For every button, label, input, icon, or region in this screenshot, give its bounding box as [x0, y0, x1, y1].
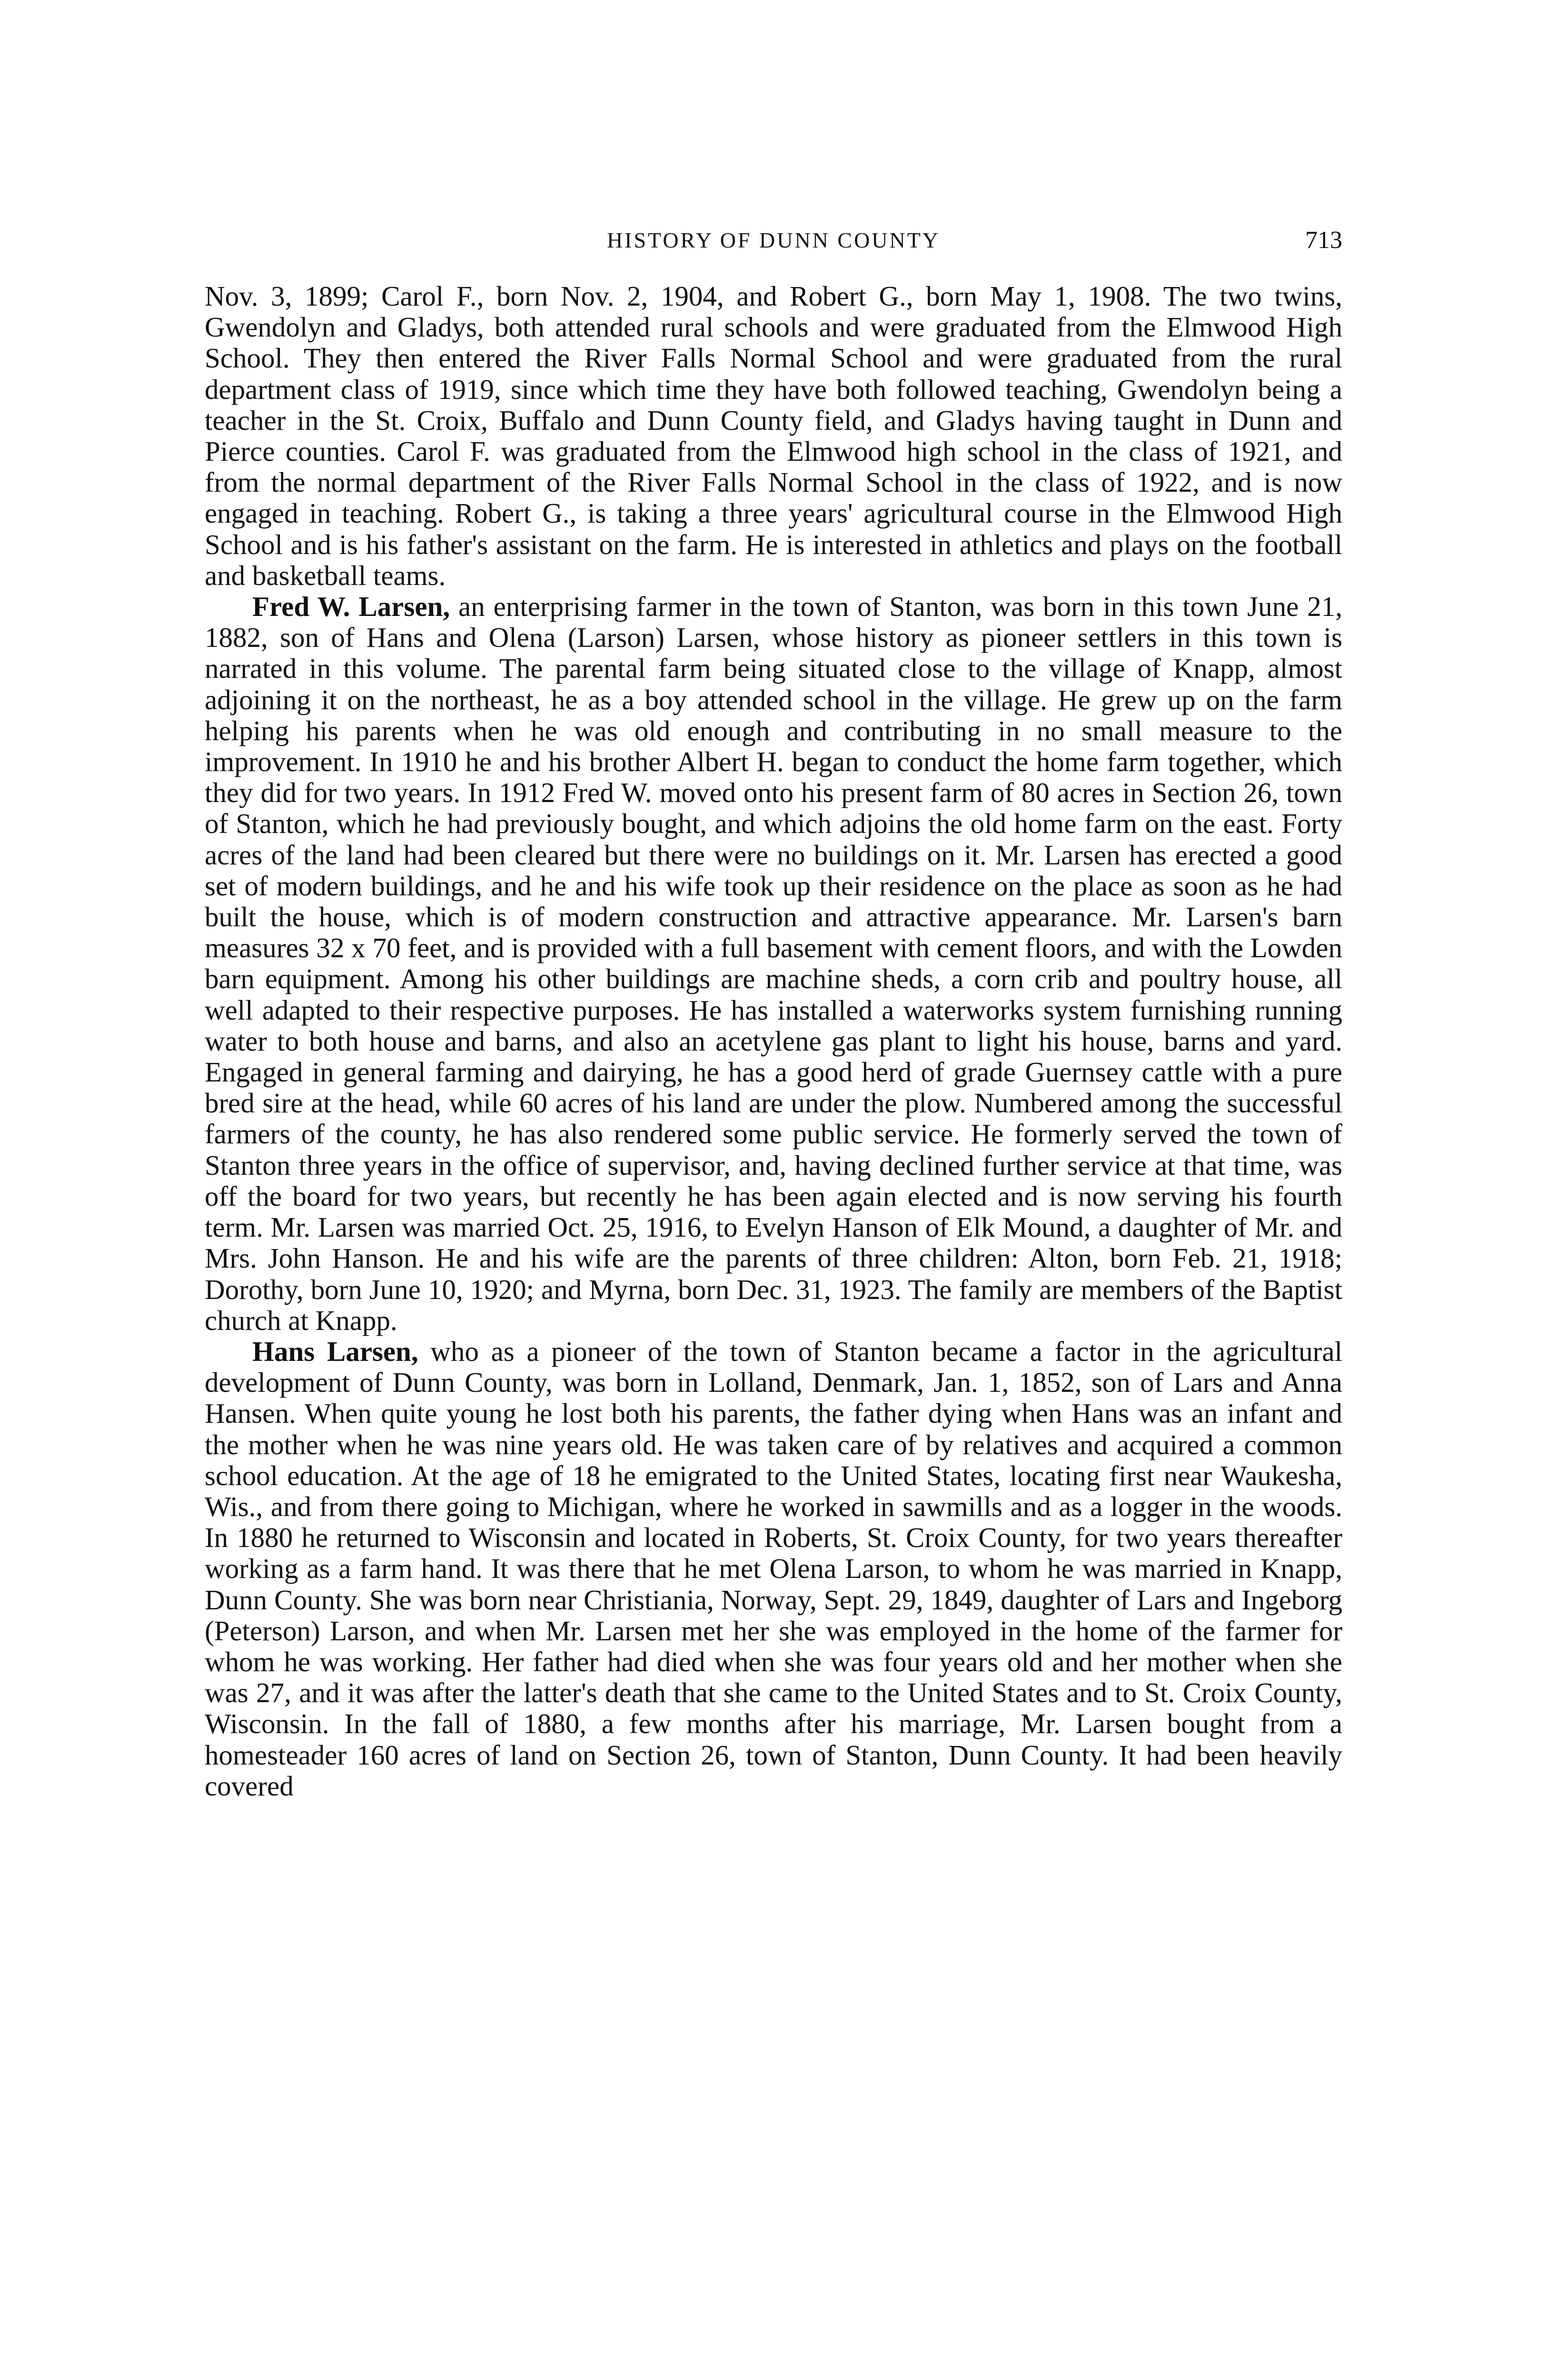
running-head: HISTORY OF DUNN COUNTY [606, 228, 941, 252]
paragraph-text: an enterprising farmer in the town of Stanton, was born in this town June 21, 1882, son of Hans and Olena (Larson) Larsen, whose history as pioneer settlers in this town is narrated in this volume. The parental farm being situated close to the village of Knapp, almost adjoining it on the northeast, he as a boy attended school in the village. He grew up on the farm helping his parents when he was old enough and contributing in no small measure to the improvement. In 1910 he and his brother Albert H. began to conduct the home farm together, which they did for two years. In 1912 Fred W. moved onto his present farm of 80 acres in Section 26, town of Stanton, which he had previously bought, and which adjoins the old home farm on the east. Forty acres of the land had been cleared but there were no buildings on it. Mr. Larsen has erected a good set of modern buildings, and he and his wife took up their residence on the place as soon as he had built the house, which is of modern construction and attractive appearance. Mr. Larsen's barn measures 32 x 70 feet, and is provided with a full basement with cement floors, and with the Lowden barn equipment. Among his other buildings are machine sheds, a corn crib and poultry house, all well adapted to their respective purposes. He has installed a waterworks system furnishing running water to both house and barns, and also an acetylene gas plant to light his house, barns and yard. Engaged in general farming and dairying, he has a good herd of grade Guernsey cattle with a pure bred sire at the head, while 60 acres of his land are under the plow. Numbered among the successful farmers of the county, he has also rendered some public service. He formerly served the town of Stanton three years in the office of supervisor, and, having declined further service at that time, was off the board for two years, but recently he has been again elected and is now serving his fourth term. Mr. Larsen was married Oct. 25, 1916, to Evelyn Hanson of Elk Mound, a daughter of Mr. and Mrs. John Hanson. He and his wife are the parents of three children: Alton, born Feb. 21, 1918; Dorothy, born June 10, 1920; and Myrna, born Dec. 31, 1923. The family are members of the Baptist church at Knapp. [205, 591, 1343, 1336]
person-name: Hans Larsen, [252, 1335, 418, 1367]
person-name: Fred W. Larsen, [252, 591, 450, 623]
page-number: 713 [1305, 227, 1342, 254]
page-header [205, 224, 1342, 257]
body-text [205, 281, 1342, 1802]
paragraph-continuation [205, 281, 1342, 591]
paragraph-fred-larsen [205, 591, 1342, 1336]
paragraph-text: Nov. 3, 1899; Carol F., born Nov. 2, 1904, and Robert G., born May 1, 1908. The two twins, Gwendolyn and Gladys, both attended rural schools and were graduated from the Elmwood High School. They then entered the River Falls Normal School and were graduated from the rural department class of 1919, since which time they have both followed teaching, Gwendolyn being a teacher in the St. Croix, Buffalo and Dunn County field, and Gladys having taught in Dunn and Pierce counties. Carol F. was graduated from the Elmwood high school in the class of 1921, and from the normal department of the River Falls Normal School in the class of 1922, and is now engaged in teaching. Robert G., is taking a three years' agricultural course in the Elmwood High School and is his father's assistant on the farm. He is interested in athletics and plays on the football and basketball teams. [205, 280, 1342, 591]
paragraph-hans-larsen [205, 1336, 1342, 1802]
paragraph-text: who as a pioneer of the town of Stanton became a factor in the agricultural development of Dunn County, was born in Lolland, Denmark, Jan. 1, 1852, son of Lars and Anna Hansen. When quite young he lost both his parents, the father dying when Hans was an infant and the mother when he was nine years old. He was taken care of by relatives and acquired a common school education. At the age of 18 he emigrated to the United States, locating first near Waukesha, Wis., and from there going to Michigan, where he worked in sawmills and as a logger in the woods. In 1880 he returned to Wisconsin and located in Roberts, St. Croix County, for two years thereafter working as a farm hand. It was there that he met Olena Larson, to whom he was married in Knapp, Dunn County. She was born near Christiania, Norway, Sept. 29, 1849, daughter of Lars and Ingeborg (Peterson) Larson, and when Mr. Larsen met her she was employed in the home of the farmer for whom he was working. Her father had died when she was four years old and her mother when she was 27, and it was after the latter's death that she came to the United States and to St. Croix County, Wisconsin. In the fall of 1880, a few months after his marriage, Mr. Larsen bought from a homesteader 160 acres of land on Section 26, town of Stanton, Dunn County. It had been heavily covered [205, 1335, 1342, 1802]
